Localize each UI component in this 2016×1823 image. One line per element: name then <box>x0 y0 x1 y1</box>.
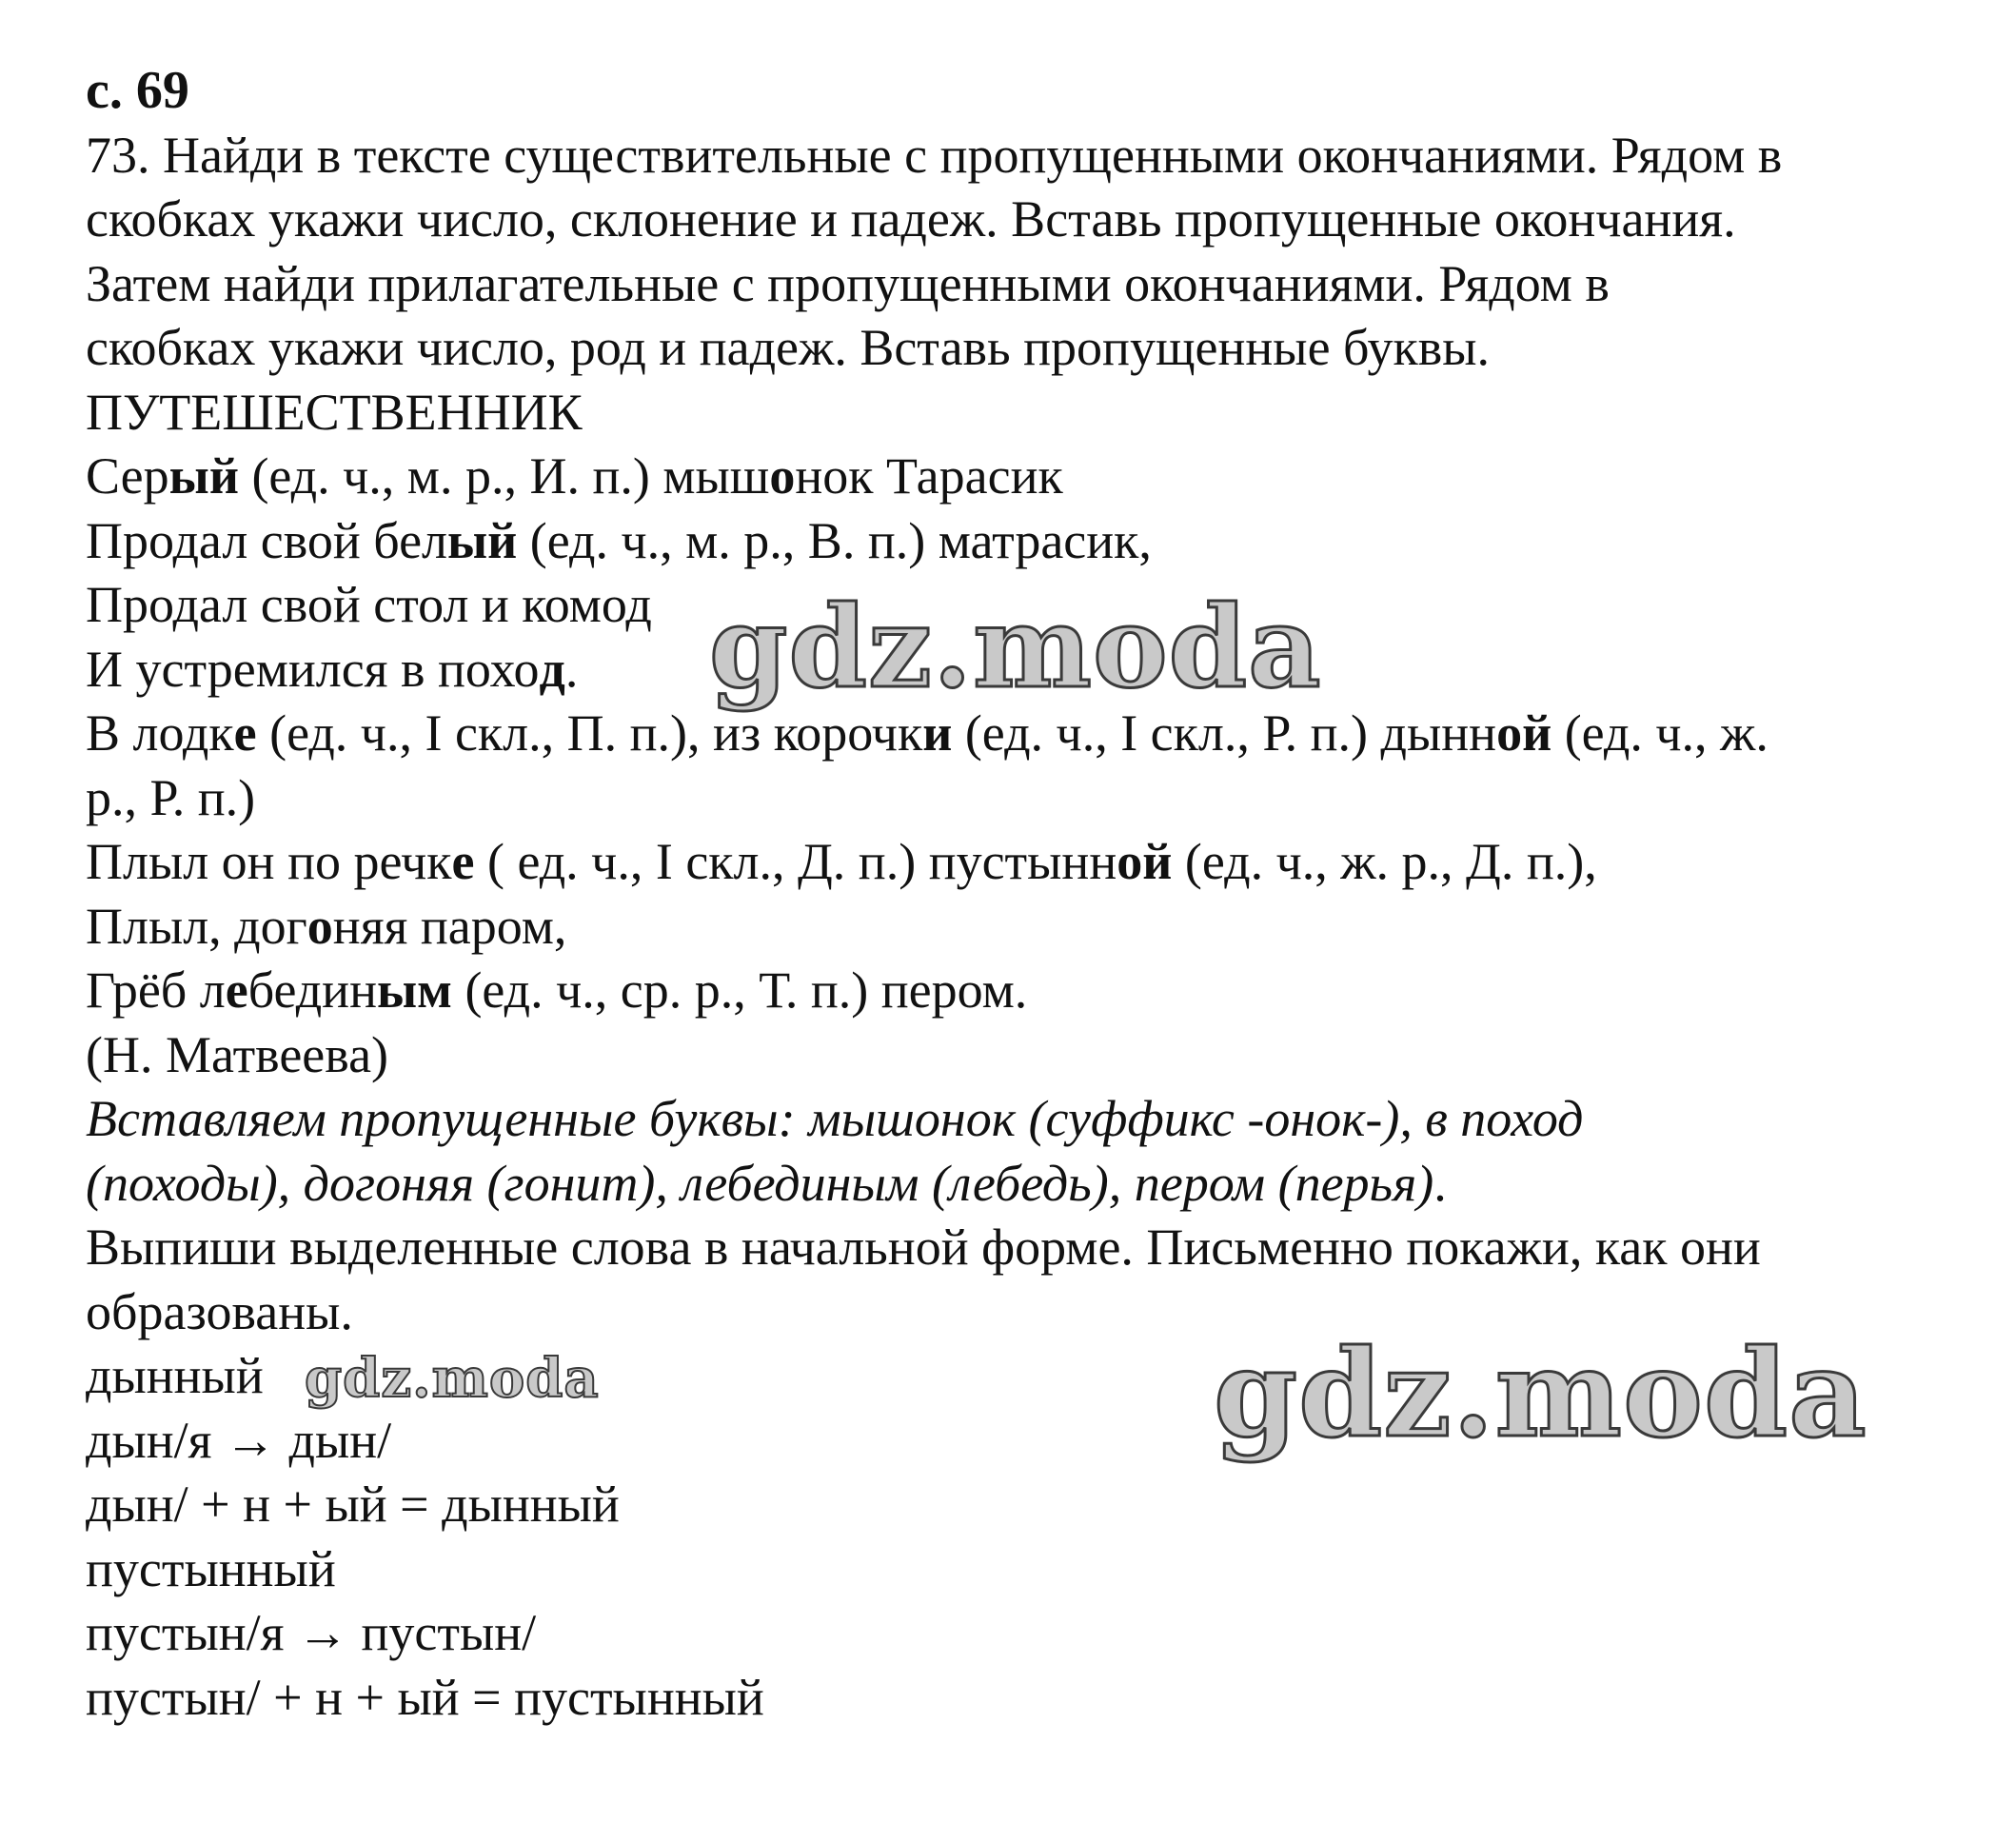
inserted-letter: о <box>769 447 796 505</box>
page-number: с. 69 <box>86 61 189 120</box>
poem-line-9 <box>86 959 1980 1023</box>
task-line-3: Затем найди прилагательные с пропущенными окончаниями. Рядом в <box>86 254 1610 312</box>
watermark-logo: gdz.moda <box>1214 1323 1868 1464</box>
inserted-ending: ый <box>446 511 518 569</box>
task-line-2: скобках укажи число, склонение и падеж. Вставь пропущенные окончания. <box>86 190 1736 248</box>
watermark-logo: gdz.moda <box>709 581 1322 713</box>
poem-line-3: Продал свой стол и комод <box>86 576 652 633</box>
text-segment: няя паром, <box>332 897 567 955</box>
inserted-ending: ой <box>1117 833 1173 890</box>
text-segment: (ед. ч., ср. р., Т. п.) пером. <box>451 961 1028 1019</box>
text-segment: (ед. ч., м. р., И. п.) мыш <box>238 447 770 505</box>
text-segment: Грёб л <box>86 961 226 1019</box>
inserted-ending: е <box>451 833 475 890</box>
derivation-word-2-step-2: пустын/ + н + ый = пустынный <box>86 1668 764 1726</box>
text-segment: (ед. ч., I скл., П. п.), из корочк <box>256 704 923 762</box>
text-segment: (ед. ч., I скл., Р. п.) дынн <box>952 704 1497 762</box>
derivation-word-2-step-1: пустын/я → пустын/ <box>86 1604 537 1661</box>
inserted-ending: ой <box>1496 704 1552 762</box>
task-line-1: 73. Найди в тексте существительные с пропущенными окончаниями. Рядом в <box>86 126 1783 184</box>
watermark-logo: gdz.moda <box>305 1347 600 1410</box>
text-segment: И устремился в похо <box>86 640 540 698</box>
text-segment: нок Тарасик <box>795 447 1063 505</box>
inserted-ending: и <box>922 704 953 762</box>
derivation-word-2: пустынный <box>86 1539 336 1597</box>
note-line-1: Вставляем пропущенные буквы: мышонок (суффикс -онок-), в поход <box>86 1090 1584 1147</box>
text-segment: бедин <box>247 961 377 1019</box>
text-segment: (ед. ч., м. р., В. п.) матрасик, <box>517 511 1152 569</box>
poem-line-7 <box>86 830 1980 895</box>
text-segment: Сер <box>86 447 169 505</box>
poem-line-2 <box>86 509 1980 574</box>
derivation-word-1-step-1: дын/я → дын/ <box>86 1411 392 1469</box>
task2-line-1: Выпиши выделенные слова в начальной форме. Письменно покажи, как они <box>86 1219 1761 1276</box>
poem-line-8 <box>86 895 1980 960</box>
text-segment: . <box>564 640 579 698</box>
poem-title: ПУТЕШЕСТВЕННИК <box>86 383 583 441</box>
inserted-ending: ым <box>376 961 452 1019</box>
text-segment: ( ед. ч., I скл., Д. п.) пустынн <box>474 833 1117 890</box>
inserted-letter: е <box>225 961 248 1019</box>
poem-line-6: р., Р. п.) <box>86 768 256 826</box>
text-segment: (ед. ч., ж. <box>1552 704 1769 762</box>
derivation-word-1-step-2: дын/ + н + ый = дынный <box>86 1476 620 1533</box>
text-segment: Продал свой бел <box>86 511 447 569</box>
text-segment: Плыл он по речк <box>86 833 452 890</box>
task-line-4: скобках укажи число, род и падеж. Вставь пропущенные буквы. <box>86 319 1490 376</box>
document-page <box>86 59 1980 1730</box>
note-text: (походы), догоняя (гонит), лебединым (лебедь), пером (перья) <box>86 1154 1434 1212</box>
text-segment: В лодк <box>86 704 234 762</box>
task2-line-2: образованы. <box>86 1282 353 1340</box>
inserted-letter: о <box>306 897 333 955</box>
note-period: . <box>1433 1154 1447 1212</box>
poem-line-1 <box>86 445 1980 509</box>
inserted-letter: д <box>539 640 565 698</box>
note-line-2 <box>86 1152 1980 1217</box>
inserted-ending: е <box>233 704 257 762</box>
poem-author: (Н. Матвеева) <box>86 1025 389 1083</box>
inserted-ending: ый <box>168 447 239 505</box>
text-segment: (ед. ч., ж. р., Д. п.), <box>1172 833 1597 890</box>
derivation-word-1: дынный <box>86 1347 264 1404</box>
text-segment: Плыл, дог <box>86 897 307 955</box>
